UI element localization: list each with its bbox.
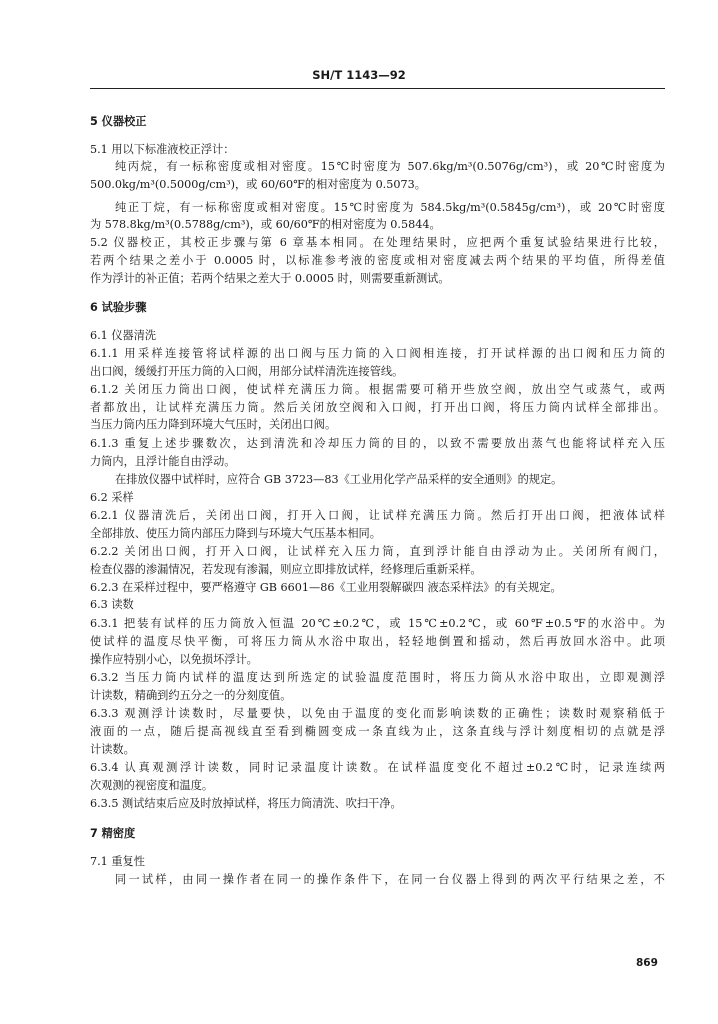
subsection-heading: 6.3 读数 [90,598,134,611]
paragraph-line: 纯正丁烷，有一标称密度或相对密度。15℃时密度为 584.5kg/m³(0.5845g/cm³)，或 20℃时密度 [115,201,665,214]
paragraph-line: 力筒内，且浮计能自由浮动。 [90,455,236,468]
paragraph-line: 当压力筒内压力降到环境大气压时，关闭出口阀。 [90,418,337,431]
paragraph-line: 液面的一点，随后提高视线直至看到椭圆变成一条直线为止，这条直线与浮计刻度相切的点就是浮 [90,725,665,738]
paragraph-line: 同一试样，由同一操作者在同一的操作条件下，在同一台仪器上得到的两次平行结果之差，不 [115,873,665,886]
paragraph-line: 6.1.2 关闭压力筒出口阀，使试样充满压力筒。根据需要可稍开些放空阀，放出空气或蒸气，或两 [90,383,665,396]
paragraph-line: 检查仪器的渗漏情况，若发现有渗漏，则应立即排放试样，经修理后重新采样。 [90,563,482,576]
page-number: 869 [636,957,658,969]
section-heading: 7 精密度 [90,827,136,840]
paragraph-line: 计读数，精确到约五分之一的分刻度值。 [90,689,292,702]
paragraph-line: 6.3.1 把装有试样的压力筒放入恒温 20℃±0.2℃，或 15℃±0.2℃，或 60℉±0.5℉的水浴中。为 [90,617,665,630]
section-heading: 5 仪器校正 [90,115,147,128]
paragraph-line: 全部排放、使压力筒内部压力降到与环境大气压基本相同。 [90,527,381,540]
subsection-heading: 6.1 仪器清洗 [90,329,157,342]
paragraph-line: 6.1.3 重复上述步骤数次，达到清洗和冷却压力筒的目的，以致不需要放出蒸气也能将试样充入压 [90,437,665,450]
paragraph-line: 6.3.2 当压力筒内试样的温度达到所选定的试验温度范围时，将压力筒从水浴中取出，立即观测浮 [90,671,665,684]
page-header: SH/T 1143—92 [312,68,406,82]
section-heading: 6 试验步骤 [90,301,147,314]
paragraph-line: 者都放出，让试样充满压力筒。然后关闭放空阀和入口阀，打开出口阀，将压力筒内试样全部排出。 [90,401,665,414]
paragraph-line: 作为浮计的补正值；若两个结果之差大于 0.0005 时，则需要重新测试。 [90,272,450,285]
paragraph-line: 在排放仪器中试样时，应符合 GB 3723—83《工业用化学产品采样的安全通则》的规定。 [115,473,563,486]
paragraph-line: 500.0kg/m³(0.5000g/cm³)，或 60/60℉的相对密度为 0.5073。 [90,178,426,191]
paragraph-line: 6.3.4 认真观测浮计读数，同时记录温度计读数。在试样温度变化不超过±0.2℃时，记录连续两 [90,761,665,774]
paragraph-line: 6.2.1 仪器清洗后，关闭出口阀，打开入口阀，让试样充满压力筒。然后打开出口阀，把液体试样 [90,509,665,522]
paragraph-line: 使试样的温度尽快平衡，可将压力筒从水浴中取出，轻轻地倒置和摇动，然后再放回水浴中。此项 [90,635,665,648]
paragraph-line: 6.3.3 观测浮计读数时，尽量要快，以免由于温度的变化而影响读数的正确性；读数时观察稍低于 [90,707,665,720]
paragraph-line: 6.3.5 测试结束后应及时放掉试样，将压力筒清洗、吹扫干净。 [90,797,402,810]
paragraph-line: 计读数。 [90,743,135,756]
paragraph-line: 出口阀，缓缓打开压力筒的入口阀，用部分试样清洗连接管线。 [90,365,404,378]
paragraph-line: 为 578.8kg/m³(0.5788g/cm³)，或 60/60℉的相对密度为 0.5844。 [90,218,441,231]
paragraph-line: 6.2.3 在采样过程中，要严格遵守 GB 6601—86《工业用裂解碳四 液态采样法》的有关规定。 [90,581,562,594]
header-rule [90,88,665,89]
paragraph-line: 次观测的视密度和温度。 [90,779,214,792]
paragraph-line: 若两个结果之差小于 0.0005 时，以标准参考液的密度或相对密度减去两个结果的平均值，所得差值 [90,254,665,267]
paragraph-line: 6.2.2 关闭出口阀，打开入口阀，让试样充入压力筒，直到浮计能自由浮动为止。关闭所有阀门， [90,545,665,558]
paragraph-line: 6.1.1 用采样连接管将试样源的出口阀与压力筒的入口阀相连接，打开试样源的出口阀和压力筒的 [90,347,665,360]
paragraph-line: 操作应特别小心，以免损坏浮计。 [90,653,258,666]
subsection-heading: 5.1 用以下标准液校正浮计： [90,143,235,156]
paragraph-line: 纯丙烷，有一标称密度或相对密度。15℃时密度为 507.6kg/m³(0.5076g/cm³)，或 20℃时密度为 [115,160,665,173]
paragraph-line: 5.2 仪器校正，其校正步骤与第 6 章基本相同。在处理结果时，应把两个重复试验结果进行比较， [90,236,665,249]
subsection-heading: 6.2 采样 [90,491,134,504]
subsection-heading: 7.1 重复性 [90,855,145,868]
